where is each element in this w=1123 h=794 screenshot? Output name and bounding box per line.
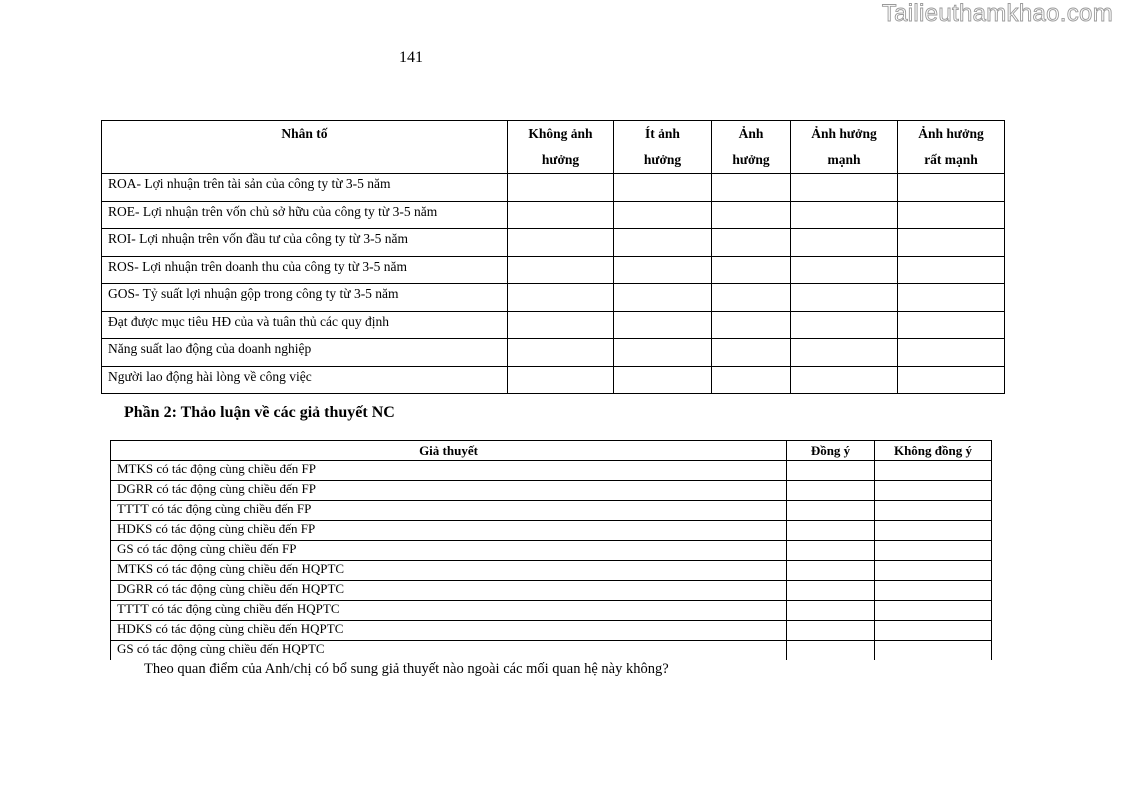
factor-label: Người lao động hài lòng về công việc bbox=[102, 366, 508, 394]
agree-cell[interactable] bbox=[787, 641, 875, 661]
factor-label: Năng suất lao động của doanh nghiệp bbox=[102, 339, 508, 367]
rating-cell[interactable] bbox=[614, 256, 712, 284]
factor-label: ROE- Lợi nhuận trên vốn chủ sở hữu của công ty từ 3-5 năm bbox=[102, 201, 508, 229]
agree-cell[interactable] bbox=[787, 541, 875, 561]
rating-cell[interactable] bbox=[712, 284, 791, 312]
rating-cell[interactable] bbox=[791, 201, 898, 229]
rating-cell[interactable] bbox=[508, 366, 614, 394]
rating-cell[interactable] bbox=[791, 311, 898, 339]
rating-cell[interactable] bbox=[712, 366, 791, 394]
disagree-cell[interactable] bbox=[875, 621, 992, 641]
rating-cell[interactable] bbox=[614, 311, 712, 339]
agree-cell[interactable] bbox=[787, 621, 875, 641]
disagree-cell[interactable] bbox=[875, 461, 992, 481]
header-little-impact: Ít ảnh hưởng bbox=[614, 121, 712, 174]
table-row bbox=[111, 501, 992, 521]
table-row bbox=[111, 621, 992, 641]
table-row bbox=[102, 284, 1005, 312]
rating-cell[interactable] bbox=[898, 284, 1005, 312]
rating-cell[interactable] bbox=[791, 284, 898, 312]
rating-cell[interactable] bbox=[508, 229, 614, 257]
table-row bbox=[111, 541, 992, 561]
rating-cell[interactable] bbox=[791, 174, 898, 202]
disagree-cell[interactable] bbox=[875, 601, 992, 621]
rating-cell[interactable] bbox=[508, 339, 614, 367]
rating-cell[interactable] bbox=[791, 256, 898, 284]
header-very-strong-impact: Ảnh hưởng rất mạnh bbox=[898, 121, 1005, 174]
rating-cell[interactable] bbox=[712, 201, 791, 229]
rating-cell[interactable] bbox=[614, 201, 712, 229]
table-row bbox=[102, 339, 1005, 367]
disagree-cell[interactable] bbox=[875, 501, 992, 521]
rating-cell[interactable] bbox=[712, 311, 791, 339]
rating-cell[interactable] bbox=[898, 311, 1005, 339]
open-question: Theo quan điểm của Anh/chị có bổ sung giả thuyết nào ngoài các mối quan hệ này không? bbox=[144, 661, 669, 677]
hypothesis-label: DGRR có tác động cùng chiều đến FP bbox=[111, 481, 787, 501]
table-row bbox=[111, 561, 992, 581]
rating-cell[interactable] bbox=[508, 284, 614, 312]
header-agree: Đồng ý bbox=[787, 441, 875, 461]
rating-cell[interactable] bbox=[508, 174, 614, 202]
header-disagree: Không đồng ý bbox=[875, 441, 992, 461]
hypothesis-table bbox=[110, 440, 992, 660]
rating-cell[interactable] bbox=[898, 256, 1005, 284]
rating-cell[interactable] bbox=[508, 201, 614, 229]
header-strong-impact: Ảnh hưởng mạnh bbox=[791, 121, 898, 174]
table-row bbox=[102, 201, 1005, 229]
disagree-cell[interactable] bbox=[875, 641, 992, 661]
disagree-cell[interactable] bbox=[875, 561, 992, 581]
rating-cell[interactable] bbox=[508, 256, 614, 284]
table-row bbox=[111, 601, 992, 621]
table-row bbox=[111, 641, 992, 661]
rating-cell[interactable] bbox=[898, 339, 1005, 367]
factor-label: ROI- Lợi nhuận trên vốn đầu tư của công ty từ 3-5 năm bbox=[102, 229, 508, 257]
rating-cell[interactable] bbox=[791, 366, 898, 394]
rating-cell[interactable] bbox=[614, 366, 712, 394]
agree-cell[interactable] bbox=[787, 481, 875, 501]
factor-impact-table bbox=[101, 120, 1005, 394]
agree-cell[interactable] bbox=[787, 581, 875, 601]
disagree-cell[interactable] bbox=[875, 581, 992, 601]
factor-label: GOS- Tỷ suất lợi nhuận gộp trong công ty từ 3-5 năm bbox=[102, 284, 508, 312]
agree-cell[interactable] bbox=[787, 501, 875, 521]
hypothesis-label: MTKS có tác động cùng chiều đến HQPTC bbox=[111, 561, 787, 581]
hypothesis-label: HDKS có tác động cùng chiều đến FP bbox=[111, 521, 787, 541]
rating-cell[interactable] bbox=[898, 229, 1005, 257]
rating-cell[interactable] bbox=[508, 311, 614, 339]
table-row bbox=[102, 366, 1005, 394]
rating-cell[interactable] bbox=[712, 229, 791, 257]
table-row bbox=[111, 481, 992, 501]
disagree-cell[interactable] bbox=[875, 481, 992, 501]
agree-cell[interactable] bbox=[787, 521, 875, 541]
rating-cell[interactable] bbox=[614, 339, 712, 367]
table-row bbox=[111, 521, 992, 541]
table-row bbox=[111, 461, 992, 481]
rating-cell[interactable] bbox=[791, 229, 898, 257]
rating-cell[interactable] bbox=[614, 229, 712, 257]
header-impact: Ảnh hưởng bbox=[712, 121, 791, 174]
hypothesis-label: HDKS có tác động cùng chiều đến HQPTC bbox=[111, 621, 787, 641]
header-hypothesis: Giả thuyết bbox=[111, 441, 787, 461]
table2-header-row bbox=[111, 441, 992, 461]
agree-cell[interactable] bbox=[787, 601, 875, 621]
table-row bbox=[102, 256, 1005, 284]
header-factor: Nhân tố bbox=[102, 121, 508, 174]
rating-cell[interactable] bbox=[614, 284, 712, 312]
hypothesis-label: MTKS có tác động cùng chiều đến FP bbox=[111, 461, 787, 481]
hypothesis-label: DGRR có tác động cùng chiều đến HQPTC bbox=[111, 581, 787, 601]
rating-cell[interactable] bbox=[614, 174, 712, 202]
rating-cell[interactable] bbox=[898, 201, 1005, 229]
table1-header-row bbox=[102, 121, 1005, 174]
agree-cell[interactable] bbox=[787, 561, 875, 581]
rating-cell[interactable] bbox=[712, 339, 791, 367]
rating-cell[interactable] bbox=[712, 256, 791, 284]
hypothesis-label: TTTT có tác động cùng chiều đến HQPTC bbox=[111, 601, 787, 621]
rating-cell[interactable] bbox=[898, 174, 1005, 202]
rating-cell[interactable] bbox=[898, 366, 1005, 394]
disagree-cell[interactable] bbox=[875, 521, 992, 541]
hypothesis-label: TTTT có tác động cùng chiều đến FP bbox=[111, 501, 787, 521]
table-row bbox=[102, 311, 1005, 339]
rating-cell[interactable] bbox=[791, 339, 898, 367]
agree-cell[interactable] bbox=[787, 461, 875, 481]
section-2-title: Phần 2: Thảo luận về các giả thuyết NC bbox=[124, 404, 395, 421]
table-row bbox=[102, 229, 1005, 257]
factor-label: ROA- Lợi nhuận trên tài sản của công ty từ 3-5 năm bbox=[102, 174, 508, 202]
hypothesis-label: GS có tác động cùng chiều đến HQPTC bbox=[111, 641, 787, 661]
page-number: 141 bbox=[399, 49, 423, 66]
factor-label: ROS- Lợi nhuận trên doanh thu của công ty từ 3-5 năm bbox=[102, 256, 508, 284]
disagree-cell[interactable] bbox=[875, 541, 992, 561]
table-row bbox=[102, 174, 1005, 202]
watermark-text: Tailieuthamkhao.com bbox=[881, 0, 1113, 27]
rating-cell[interactable] bbox=[712, 174, 791, 202]
table-row bbox=[111, 581, 992, 601]
header-no-impact: Không ảnh hưởng bbox=[508, 121, 614, 174]
hypothesis-label: GS có tác động cùng chiều đến FP bbox=[111, 541, 787, 561]
factor-label: Đạt được mục tiêu HĐ của và tuân thủ các quy định bbox=[102, 311, 508, 339]
